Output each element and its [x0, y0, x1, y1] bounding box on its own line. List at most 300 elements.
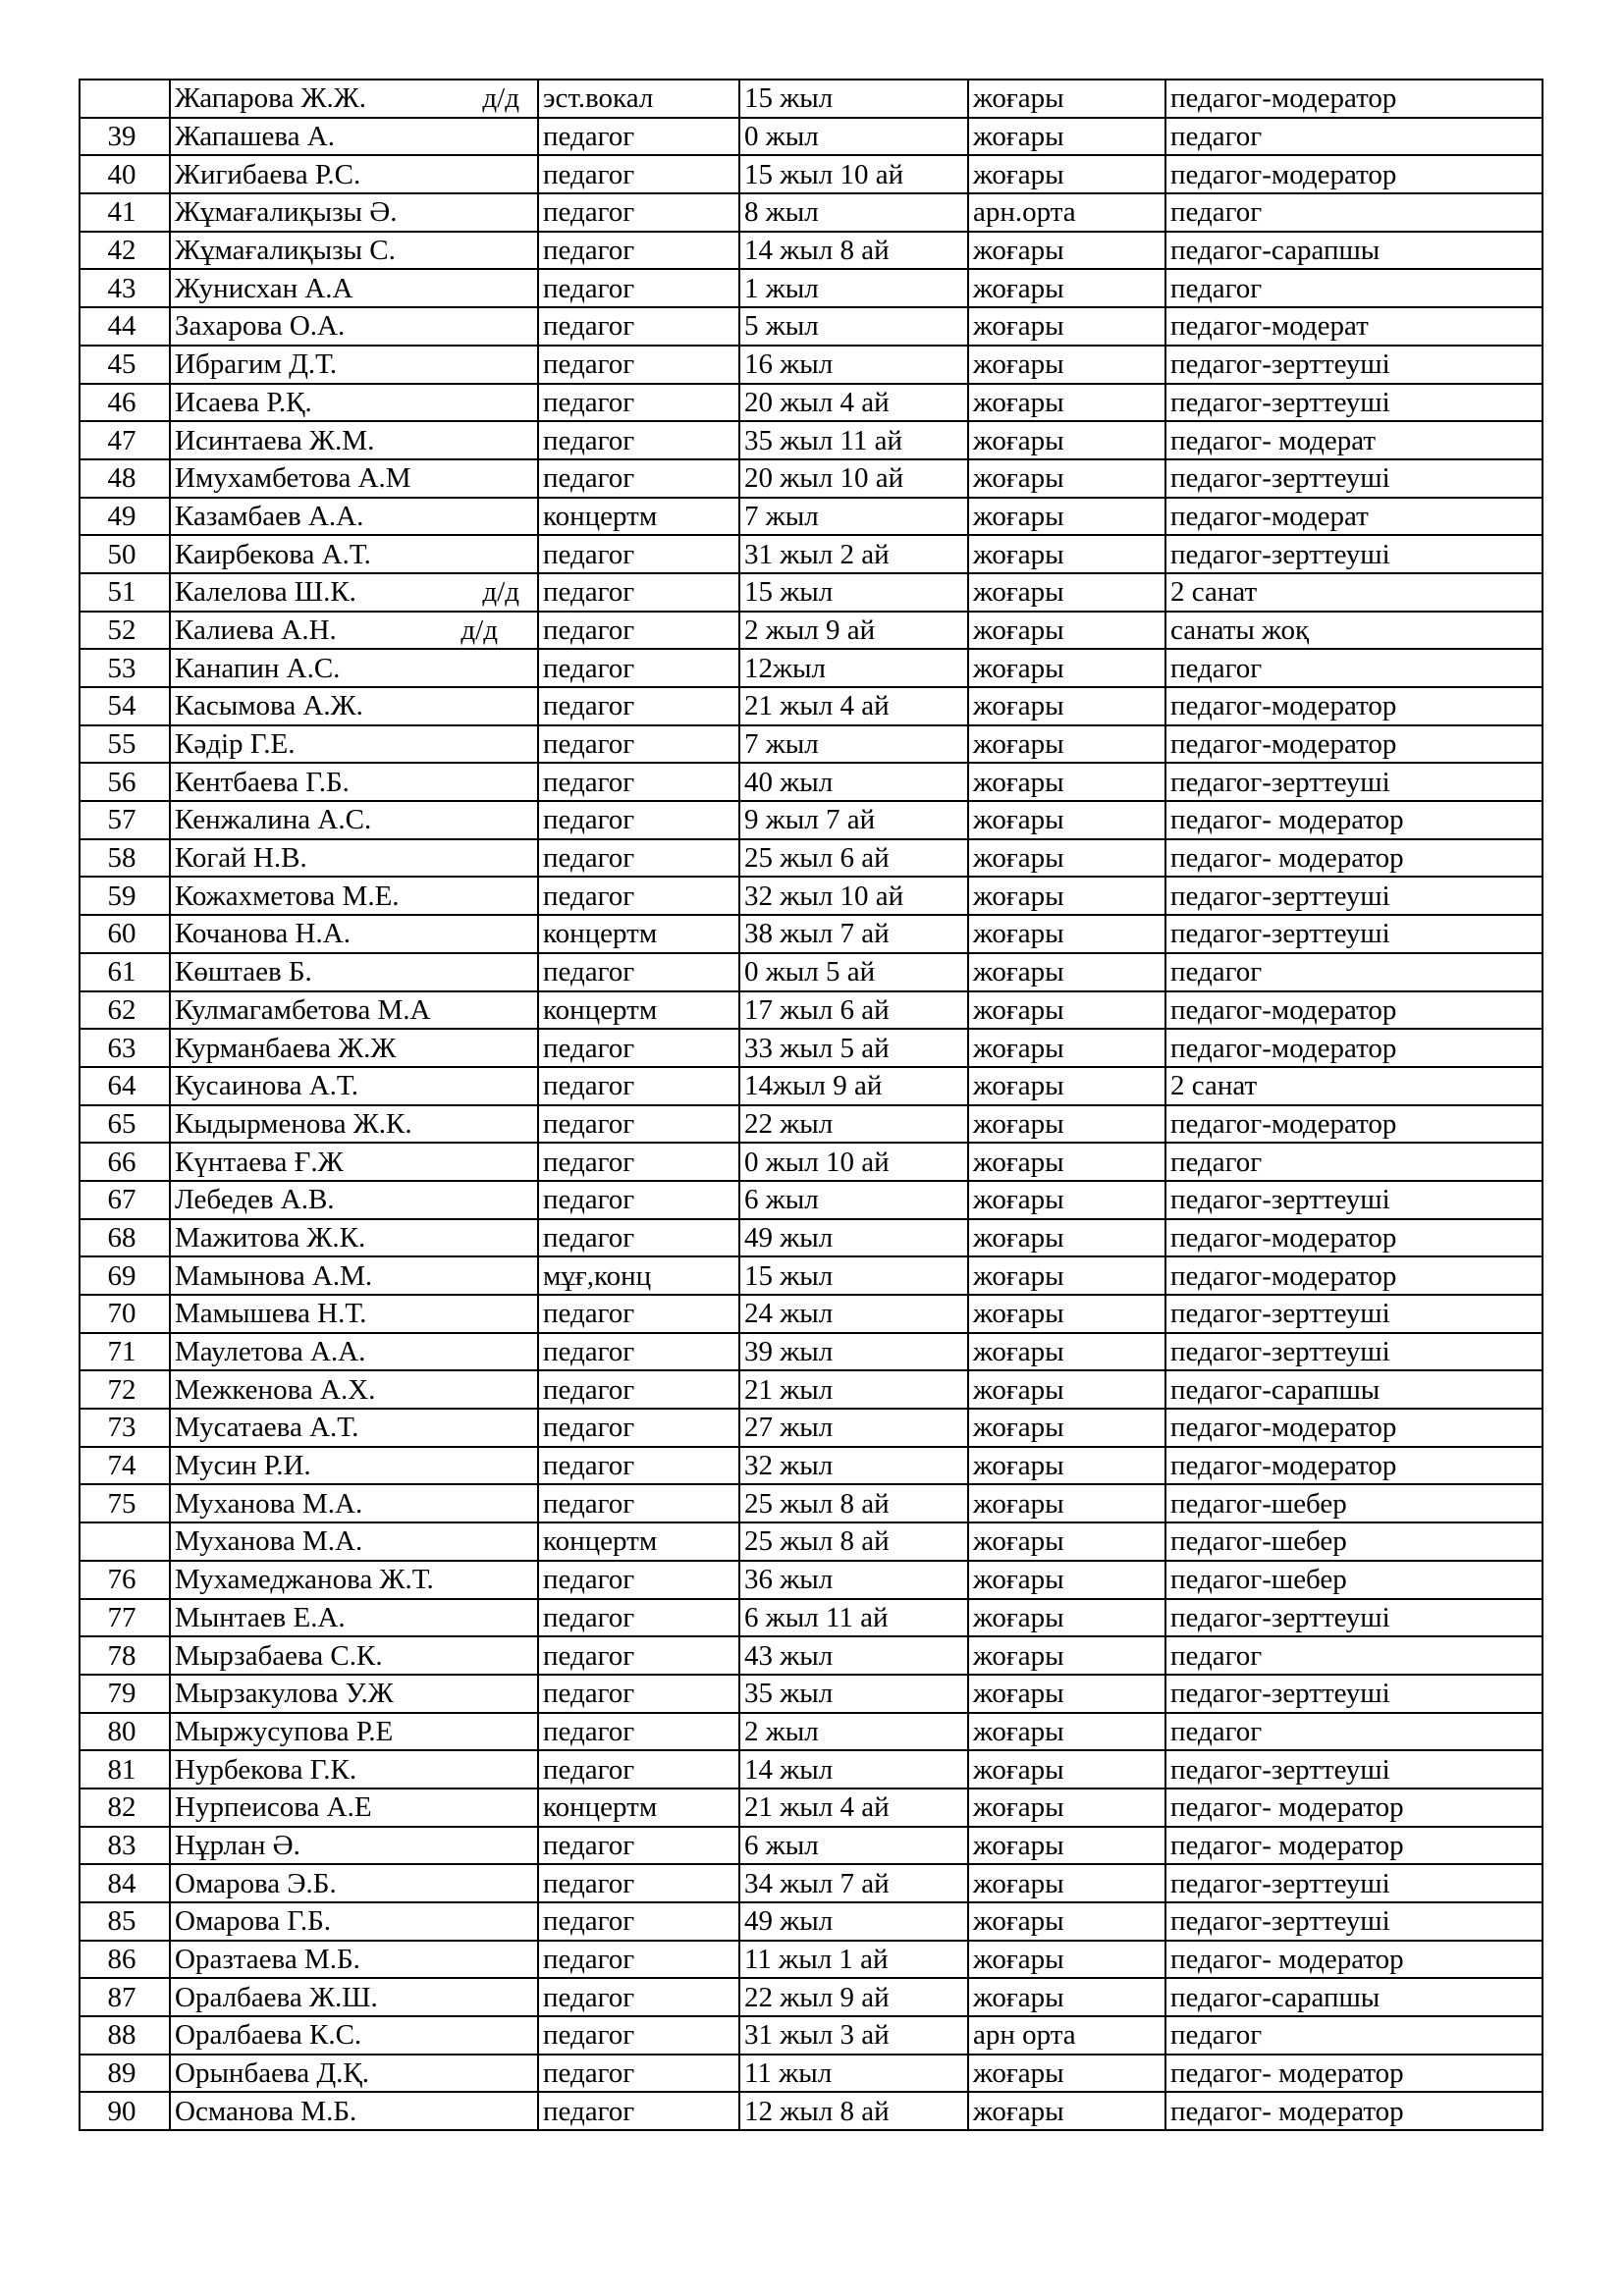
experience-cell: 2 жыл: [739, 1713, 968, 1751]
table-row: [80, 421, 1543, 459]
experience-cell: 21 жыл 4 ай: [739, 687, 968, 725]
full-name: Кулмагамбетова М.А: [175, 993, 431, 1026]
row-number-cell: 62: [80, 991, 170, 1030]
experience-cell: 40 жыл: [739, 763, 968, 801]
table-row: [80, 269, 1543, 307]
table-row: [80, 877, 1543, 915]
row-number-cell: 89: [80, 2055, 170, 2093]
experience-cell: 21 жыл: [739, 1370, 968, 1409]
staff-table: [79, 79, 1543, 2131]
experience-cell: 15 жыл 10 ай: [739, 155, 968, 193]
category-cell: педагог- модератор: [1165, 1941, 1543, 1979]
experience-cell: 49 жыл: [739, 1902, 968, 1941]
table-row: [80, 193, 1543, 232]
position-cell: педагог: [538, 1941, 739, 1979]
education-cell: жоғары: [968, 649, 1165, 687]
experience-cell: 14 жыл: [739, 1750, 968, 1789]
full-name: Оралбаева К.С.: [175, 2019, 362, 2052]
experience-cell: 49 жыл: [739, 1219, 968, 1257]
position-cell: педагог: [538, 953, 739, 991]
table-row: [80, 573, 1543, 612]
full-name: Мырзакулова У.Ж: [175, 1678, 394, 1710]
leave-note: д/д: [482, 82, 519, 114]
position-cell: педагог: [538, 1978, 739, 2016]
education-cell: жоғары: [968, 1409, 1165, 1447]
category-cell: педагог: [1165, 118, 1543, 156]
table-row: [80, 80, 1543, 118]
leave-note: д/д: [482, 575, 519, 608]
full-name: Омарова Э.Б.: [175, 1867, 337, 1899]
position-cell: педагог: [538, 1561, 739, 1599]
experience-cell: 6 жыл: [739, 1827, 968, 1865]
row-number-cell: 90: [80, 2092, 170, 2130]
category-cell: педагог-модератор: [1165, 80, 1543, 118]
row-number-cell: 78: [80, 1636, 170, 1675]
position-cell: педагог: [538, 307, 739, 346]
full-name: Захарова О.А.: [175, 310, 346, 343]
full-name: Мусатаева А.Т.: [175, 1412, 359, 1444]
position-cell: концертм: [538, 498, 739, 536]
name-cell: [170, 1789, 538, 1827]
full-name: Кусаинова А.Т.: [175, 1070, 358, 1102]
category-cell: педагог-зерттеуші: [1165, 1599, 1543, 1637]
education-cell: жоғары: [968, 1219, 1165, 1257]
category-cell: 2 санат: [1165, 573, 1543, 612]
category-cell: педагог- модератор: [1165, 1789, 1543, 1827]
row-number-cell: 58: [80, 839, 170, 878]
full-name: Канапин А.С.: [175, 652, 341, 684]
experience-cell: 1 жыл: [739, 269, 968, 307]
category-cell: педагог-модерат: [1165, 498, 1543, 536]
category-cell: педагог-модератор: [1165, 725, 1543, 764]
full-name: Жапарова Ж.Ж.: [175, 82, 367, 115]
row-number-cell: 54: [80, 687, 170, 725]
full-name: Күнтаева Ғ.Ж: [175, 1146, 344, 1178]
full-name: Мамынова А.М.: [175, 1259, 373, 1292]
table-row: [80, 1941, 1543, 1979]
position-cell: педагог: [538, 1484, 739, 1522]
row-number-cell: 87: [80, 1978, 170, 2016]
experience-cell: 22 жыл: [739, 1105, 968, 1144]
full-name: Исаева Р.Қ.: [175, 386, 312, 418]
position-cell: концертм: [538, 1789, 739, 1827]
education-cell: жоғары: [968, 1181, 1165, 1219]
row-number-cell: 81: [80, 1750, 170, 1789]
row-number-cell: 43: [80, 269, 170, 307]
category-cell: педагог-зерттеуші: [1165, 1295, 1543, 1333]
education-cell: жоғары: [968, 1713, 1165, 1751]
row-number-cell: 71: [80, 1333, 170, 1371]
education-cell: жоғары: [968, 1447, 1165, 1485]
category-cell: педагог: [1165, 269, 1543, 307]
name-cell: [170, 1561, 538, 1599]
education-cell: жоғары: [968, 612, 1165, 650]
full-name: Кенжалина А.С.: [175, 804, 372, 836]
category-cell: педагог-модератор: [1165, 1256, 1543, 1295]
table-row: [80, 155, 1543, 193]
experience-cell: 7 жыл: [739, 725, 968, 764]
experience-cell: 25 жыл 8 ай: [739, 1522, 968, 1561]
name-cell: [170, 1067, 538, 1105]
experience-cell: 32 жыл: [739, 1447, 968, 1485]
full-name: Калиева А.Н.: [175, 614, 337, 646]
education-cell: жоғары: [968, 1599, 1165, 1637]
category-cell: педагог: [1165, 1143, 1543, 1181]
position-cell: педагог: [538, 1675, 739, 1713]
position-cell: педагог: [538, 1864, 739, 1902]
table-row: [80, 1713, 1543, 1751]
category-cell: педагог- модератор: [1165, 2055, 1543, 2093]
full-name: Нурпеисова А.Е: [175, 1791, 372, 1824]
full-name: Каирбекова А.Т.: [175, 538, 371, 570]
category-cell: педагог-зерттеуші: [1165, 384, 1543, 422]
table-row: [80, 384, 1543, 422]
full-name: Исинтаева Ж.М.: [175, 424, 375, 456]
row-number-cell: 88: [80, 2016, 170, 2055]
table-row: [80, 2016, 1543, 2055]
table-row: [80, 649, 1543, 687]
table-row: [80, 346, 1543, 384]
experience-cell: 14 жыл 8 ай: [739, 232, 968, 270]
position-cell: педагог: [538, 1599, 739, 1637]
education-cell: жоғары: [968, 1941, 1165, 1979]
experience-cell: 34 жыл 7 ай: [739, 1864, 968, 1902]
table-row: [80, 1105, 1543, 1144]
experience-cell: 25 жыл 6 ай: [739, 839, 968, 878]
experience-cell: 20 жыл 4 ай: [739, 384, 968, 422]
full-name: Мухамеджанова Ж.Т.: [175, 1564, 434, 1596]
full-name: Мынтаев Е.А.: [175, 1601, 346, 1633]
name-cell: [170, 459, 538, 498]
row-number-cell: 86: [80, 1941, 170, 1979]
name-cell: [170, 1295, 538, 1333]
row-number-cell: 45: [80, 346, 170, 384]
row-number-cell: 64: [80, 1067, 170, 1105]
category-cell: педагог: [1165, 1713, 1543, 1751]
name-cell: [170, 269, 538, 307]
position-cell: эст.вокал: [538, 80, 739, 118]
category-cell: педагог-шебер: [1165, 1522, 1543, 1561]
education-cell: жоғары: [968, 573, 1165, 612]
position-cell: педагог: [538, 1447, 739, 1485]
experience-cell: 0 жыл 5 ай: [739, 953, 968, 991]
table-row: [80, 535, 1543, 573]
position-cell: педагог: [538, 118, 739, 156]
name-cell: [170, 1750, 538, 1789]
education-cell: жоғары: [968, 1827, 1165, 1865]
education-cell: жоғары: [968, 839, 1165, 878]
experience-cell: 7 жыл: [739, 498, 968, 536]
category-cell: педагог- модератор: [1165, 1827, 1543, 1865]
row-number-cell: 49: [80, 498, 170, 536]
row-number-cell: 51: [80, 573, 170, 612]
full-name: Мыржусупова Р.Е: [175, 1715, 394, 1747]
category-cell: педагог- модератор: [1165, 801, 1543, 839]
table-row: [80, 839, 1543, 878]
experience-cell: 14жыл 9 ай: [739, 1067, 968, 1105]
table-row: [80, 1447, 1543, 1485]
row-number-cell: 60: [80, 915, 170, 953]
category-cell: педагог-зерттеуші: [1165, 877, 1543, 915]
education-cell: жоғары: [968, 1484, 1165, 1522]
education-cell: жоғары: [968, 687, 1165, 725]
name-cell: [170, 421, 538, 459]
category-cell: педагог-шебер: [1165, 1561, 1543, 1599]
row-number-cell: 85: [80, 1902, 170, 1941]
table-row: [80, 1675, 1543, 1713]
row-number-cell: 61: [80, 953, 170, 991]
education-cell: жоғары: [968, 1902, 1165, 1941]
table-row: [80, 1143, 1543, 1181]
name-cell: [170, 2092, 538, 2130]
table-row: [80, 763, 1543, 801]
position-cell: педагог: [538, 1827, 739, 1865]
table-row: [80, 118, 1543, 156]
education-cell: жоғары: [968, 80, 1165, 118]
position-cell: педагог: [538, 2016, 739, 2055]
position-cell: педагог: [538, 801, 739, 839]
experience-cell: 12 жыл 8 ай: [739, 2092, 968, 2130]
experience-cell: 0 жыл: [739, 118, 968, 156]
name-cell: [170, 763, 538, 801]
category-cell: педагог: [1165, 953, 1543, 991]
experience-cell: 35 жыл: [739, 1675, 968, 1713]
table-row: [80, 1522, 1543, 1561]
experience-cell: 17 жыл 6 ай: [739, 991, 968, 1030]
table-row: [80, 991, 1543, 1030]
row-number-cell: 70: [80, 1295, 170, 1333]
position-cell: педагог: [538, 1181, 739, 1219]
education-cell: жоғары: [968, 155, 1165, 193]
category-cell: 2 санат: [1165, 1067, 1543, 1105]
position-cell: педагог: [538, 384, 739, 422]
table-row: [80, 1864, 1543, 1902]
name-cell: [170, 1978, 538, 2016]
name-cell: [170, 1636, 538, 1675]
name-cell: [170, 346, 538, 384]
position-cell: педагог: [538, 839, 739, 878]
education-cell: жоғары: [968, 307, 1165, 346]
name-cell: [170, 1902, 538, 1941]
full-name: Межкенова А.Х.: [175, 1373, 376, 1406]
experience-cell: 36 жыл: [739, 1561, 968, 1599]
table-body: [80, 80, 1543, 2130]
position-cell: педагог: [538, 573, 739, 612]
table-row: [80, 612, 1543, 650]
row-number-cell: 65: [80, 1105, 170, 1144]
row-number-cell: 44: [80, 307, 170, 346]
table-row: [80, 687, 1543, 725]
table-row: [80, 1636, 1543, 1675]
row-number-cell: 42: [80, 232, 170, 270]
full-name: Калелова Ш.К.: [175, 576, 356, 609]
position-cell: педагог: [538, 1333, 739, 1371]
full-name: Мырзабаева С.К.: [175, 1639, 383, 1672]
position-cell: педагог: [538, 2092, 739, 2130]
name-cell: [170, 612, 538, 650]
row-number-cell: [80, 80, 170, 118]
position-cell: педагог: [538, 193, 739, 232]
name-cell: [170, 573, 538, 612]
category-cell: педагог-шебер: [1165, 1484, 1543, 1522]
category-cell: педагог-зерттеуші: [1165, 1333, 1543, 1371]
name-cell: [170, 155, 538, 193]
full-name: Имухамбетова А.М: [175, 462, 411, 495]
education-cell: жоғары: [968, 535, 1165, 573]
education-cell: жоғары: [968, 1333, 1165, 1371]
experience-cell: 0 жыл 10 ай: [739, 1143, 968, 1181]
row-number-cell: 50: [80, 535, 170, 573]
experience-cell: 25 жыл 8 ай: [739, 1484, 968, 1522]
experience-cell: 20 жыл 10 ай: [739, 459, 968, 498]
name-cell: [170, 535, 538, 573]
row-number-cell: 41: [80, 193, 170, 232]
education-cell: жоғары: [968, 991, 1165, 1030]
name-cell: [170, 498, 538, 536]
table-row: [80, 1256, 1543, 1295]
position-cell: педагог: [538, 535, 739, 573]
table-row: [80, 1029, 1543, 1067]
table-row: [80, 1370, 1543, 1409]
category-cell: педагог-модератор: [1165, 991, 1543, 1030]
name-cell: [170, 915, 538, 953]
full-name: Оразтаева М.Б.: [175, 1944, 360, 1976]
full-name: Кочанова Н.А.: [175, 918, 351, 950]
position-cell: педагог: [538, 1143, 739, 1181]
education-cell: жоғары: [968, 384, 1165, 422]
table-row: [80, 1409, 1543, 1447]
row-number-cell: 39: [80, 118, 170, 156]
row-number-cell: 76: [80, 1561, 170, 1599]
name-cell: [170, 118, 538, 156]
name-cell: [170, 1864, 538, 1902]
row-number-cell: [80, 1522, 170, 1561]
experience-cell: 12жыл: [739, 649, 968, 687]
education-cell: жоғары: [968, 421, 1165, 459]
table-row: [80, 1827, 1543, 1865]
table-row: [80, 459, 1543, 498]
position-cell: педагог: [538, 1636, 739, 1675]
position-cell: педагог: [538, 763, 739, 801]
table-row: [80, 953, 1543, 991]
full-name: Нурбекова Г.К.: [175, 1753, 357, 1786]
position-cell: педагог: [538, 1409, 739, 1447]
experience-cell: 11 жыл 1 ай: [739, 1941, 968, 1979]
name-cell: [170, 839, 538, 878]
position-cell: педагог: [538, 232, 739, 270]
experience-cell: 15 жыл: [739, 80, 968, 118]
table-row: [80, 801, 1543, 839]
full-name: Курманбаева Ж.Ж: [175, 1032, 397, 1064]
full-name: Лебедев А.В.: [175, 1184, 335, 1216]
name-cell: [170, 1333, 538, 1371]
experience-cell: 11 жыл: [739, 2055, 968, 2093]
education-cell: жоғары: [968, 1029, 1165, 1067]
table-row: [80, 2055, 1543, 2093]
table-row: [80, 1067, 1543, 1105]
table-row: [80, 1902, 1543, 1941]
experience-cell: 31 жыл 2 ай: [739, 535, 968, 573]
education-cell: арн.орта: [968, 193, 1165, 232]
table-row: [80, 1219, 1543, 1257]
table-row: [80, 1561, 1543, 1599]
full-name: Мусин Р.И.: [175, 1450, 311, 1482]
name-cell: [170, 1219, 538, 1257]
name-cell: [170, 1256, 538, 1295]
full-name: Жұмағалиқызы Ә.: [175, 196, 398, 229]
table-row: [80, 1333, 1543, 1371]
name-cell: [170, 725, 538, 764]
education-cell: жоғары: [968, 346, 1165, 384]
education-cell: жоғары: [968, 1789, 1165, 1827]
education-cell: жоғары: [968, 1370, 1165, 1409]
position-cell: педагог: [538, 687, 739, 725]
education-cell: жоғары: [968, 1750, 1165, 1789]
education-cell: жоғары: [968, 1105, 1165, 1144]
education-cell: жоғары: [968, 1675, 1165, 1713]
experience-cell: 35 жыл 11 ай: [739, 421, 968, 459]
experience-cell: 33 жыл 5 ай: [739, 1029, 968, 1067]
full-name: Османова М.Б.: [175, 2095, 357, 2127]
row-number-cell: 75: [80, 1484, 170, 1522]
category-cell: педагог-зерттеуші: [1165, 1864, 1543, 1902]
education-cell: арн орта: [968, 2016, 1165, 2055]
full-name: Мажитова Ж.К.: [175, 1221, 366, 1254]
category-cell: педагог-сарапшы: [1165, 1370, 1543, 1409]
name-cell: [170, 1675, 538, 1713]
position-cell: педагог: [538, 1713, 739, 1751]
row-number-cell: 69: [80, 1256, 170, 1295]
category-cell: педагог-модератор: [1165, 1447, 1543, 1485]
education-cell: жоғары: [968, 269, 1165, 307]
position-cell: педагог: [538, 725, 739, 764]
position-cell: педагог: [538, 1750, 739, 1789]
row-number-cell: 57: [80, 801, 170, 839]
experience-cell: 21 жыл 4 ай: [739, 1789, 968, 1827]
position-cell: педагог: [538, 1370, 739, 1409]
experience-cell: 16 жыл: [739, 346, 968, 384]
full-name: Кожахметова М.Е.: [175, 880, 400, 912]
row-number-cell: 73: [80, 1409, 170, 1447]
experience-cell: 8 жыл: [739, 193, 968, 232]
category-cell: педагог-модератор: [1165, 1409, 1543, 1447]
education-cell: жоғары: [968, 2092, 1165, 2130]
position-cell: педагог: [538, 612, 739, 650]
leave-note: д/д: [460, 614, 498, 646]
name-cell: [170, 1029, 538, 1067]
name-cell: [170, 307, 538, 346]
category-cell: педагог-сарапшы: [1165, 232, 1543, 270]
category-cell: педагог-зерттеуші: [1165, 915, 1543, 953]
experience-cell: 5 жыл: [739, 307, 968, 346]
name-cell: [170, 80, 538, 118]
row-number-cell: 82: [80, 1789, 170, 1827]
full-name: Жапашева А.: [175, 121, 335, 153]
position-cell: концертм: [538, 991, 739, 1030]
category-cell: педагог-зерттеуші: [1165, 535, 1543, 573]
education-cell: жоғары: [968, 498, 1165, 536]
position-cell: педагог: [538, 421, 739, 459]
full-name: Жигибаева Р.С.: [175, 158, 361, 190]
position-cell: педагог: [538, 1219, 739, 1257]
category-cell: педагог-модератор: [1165, 1105, 1543, 1144]
row-number-cell: 80: [80, 1713, 170, 1751]
education-cell: жоғары: [968, 763, 1165, 801]
experience-cell: 6 жыл: [739, 1181, 968, 1219]
row-number-cell: 84: [80, 1864, 170, 1902]
category-cell: санаты жоқ: [1165, 612, 1543, 650]
name-cell: [170, 1522, 538, 1561]
